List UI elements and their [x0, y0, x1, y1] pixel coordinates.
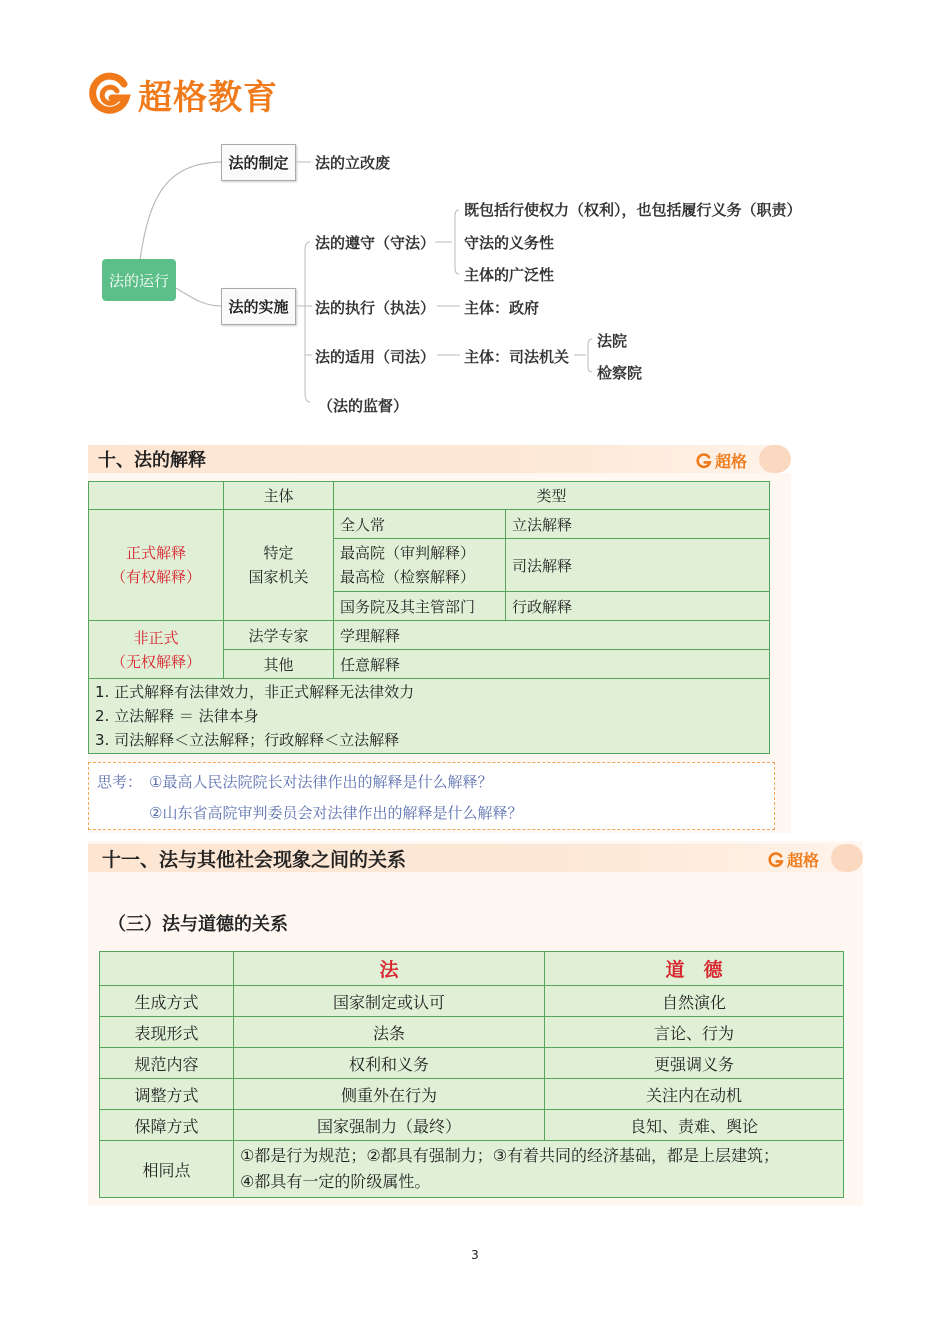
informal-type-doctrinal: 学理解释 [334, 621, 770, 650]
think-box [88, 762, 775, 830]
section11-subtitle: （三）法与道德的关系 [108, 914, 288, 935]
brand-name: 超格 [786, 851, 819, 870]
informal-label-1: 非正式 [133, 628, 179, 647]
node-shishi: 法的实施 [221, 288, 296, 325]
row-morality: 更强调义务 [545, 1048, 844, 1079]
informal-subject-expert: 法学专家 [224, 621, 334, 650]
row-morality: 自然演化 [545, 986, 844, 1017]
section10-title: 十、法的解释 [98, 450, 206, 471]
node-jiandu: （法的监督） [318, 397, 409, 415]
same-content [234, 1141, 844, 1198]
type-administrative: 行政解释 [506, 592, 770, 621]
node-court: 法院 [597, 332, 628, 350]
node-zunshou-child-1: 既包括行使权力（权利），也包括履行义务（职责） [464, 201, 802, 219]
row-key: 规范内容 [100, 1048, 234, 1079]
informal-label-2: （无权解释） [110, 652, 201, 671]
node-shiyong: 法的适用（司法） [315, 348, 436, 366]
section10-brand [696, 449, 747, 472]
brand-g-icon [696, 453, 712, 469]
row-key: 保障方式 [100, 1110, 234, 1141]
row-key: 调整方式 [100, 1079, 234, 1110]
formal-subject-2: 国家机关 [248, 568, 309, 586]
org-npc: 全人常 [334, 510, 506, 539]
row-law: 侧重外在行为 [234, 1079, 545, 1110]
node-zhiding: 法的制定 [221, 144, 296, 181]
section11-banner [88, 844, 863, 872]
row-law: 国家制定或认可 [234, 986, 545, 1017]
section10-banner [88, 445, 791, 473]
row-morality: 关注内在动机 [545, 1079, 844, 1110]
formal-label-2: （有权解释） [110, 568, 201, 586]
note-2: 2. 立法解释 ＝ 法律本身 [95, 707, 259, 725]
note-1: 1. 正式解释有法律效力，非正式解释无法律效力 [95, 683, 415, 701]
type-judicial: 司法解释 [506, 539, 770, 592]
section11-title: 十一、法与其他社会现象之间的关系 [102, 848, 407, 871]
brand-name: 超格教育 [138, 77, 278, 118]
row-key: 表现形式 [100, 1017, 234, 1048]
node-zhixing-child: 主体：政府 [464, 299, 540, 317]
brand-g-icon [768, 852, 784, 868]
think-prefix: 思考： [97, 773, 143, 791]
banner-cap [831, 844, 863, 872]
interpretation-table [88, 481, 770, 754]
same-line-1: ①都是行为规范；②都具有强制力；③有着共同的经济基础，都是上层建筑； [240, 1146, 780, 1165]
notes-cell [89, 679, 770, 754]
node-zhiding-child: 法的立改废 [315, 154, 391, 172]
formal-subject [224, 510, 334, 621]
same-label: 相同点 [100, 1141, 234, 1198]
law-morality-table [99, 951, 844, 1198]
row-morality: 言论、行为 [545, 1017, 844, 1048]
row-law: 法条 [234, 1017, 545, 1048]
think-question-1: ①最高人民法院院长对法律作出的解释是什么解释？ [149, 773, 493, 791]
node-zhixing: 法的执行（执法） [315, 299, 436, 317]
formal-subject-1: 特定 [263, 544, 294, 562]
row-key: 生成方式 [100, 986, 234, 1017]
page-number: 3 [471, 1248, 479, 1262]
banner-cap [759, 445, 791, 473]
header-morality: 道 德 [545, 952, 844, 986]
row-law: 国家强制力（最终） [234, 1110, 545, 1141]
brand-logo [88, 70, 278, 118]
node-zunshou: 法的遵守（守法） [315, 234, 436, 252]
org-procuratorate: 最高检（检察解释） [340, 568, 476, 586]
header-blank [100, 952, 234, 986]
same-line-2: ④都具有一定的阶级属性。 [240, 1172, 431, 1191]
node-zunshou-child-2: 守法的义务性 [464, 234, 555, 252]
org-court: 最高院（审判解释） [340, 544, 476, 562]
type-legislative: 立法解释 [506, 510, 770, 539]
header-subject: 主体 [224, 482, 334, 510]
org-court-procuratorate [334, 539, 506, 592]
formal-label-1: 正式解释 [125, 544, 186, 562]
mindmap-root: 法的运行 [102, 259, 176, 301]
formal-label [89, 510, 224, 621]
section11-brand [768, 848, 819, 871]
think-question-2: ②山东省高院审判委员会对法律作出的解释是什么解释？ [149, 804, 523, 822]
node-procuratorate: 检察院 [597, 364, 643, 382]
row-morality: 良知、责难、舆论 [545, 1110, 844, 1141]
header-law: 法 [234, 952, 545, 986]
node-shiyong-child: 主体：司法机关 [464, 348, 570, 366]
row-law: 权利和义务 [234, 1048, 545, 1079]
informal-label [89, 621, 224, 679]
org-state-council: 国务院及其主管部门 [334, 592, 506, 621]
note-3: 3. 司法解释＜立法解释；行政解释＜立法解释 [95, 731, 400, 749]
informal-subject-other: 其他 [224, 650, 334, 679]
header-blank [89, 482, 224, 510]
informal-type-arbitrary: 任意解释 [334, 650, 770, 679]
node-zunshou-child-3: 主体的广泛性 [464, 266, 555, 284]
brand-name: 超格 [714, 452, 747, 471]
header-type: 类型 [334, 482, 770, 510]
brand-g-icon [88, 72, 132, 116]
